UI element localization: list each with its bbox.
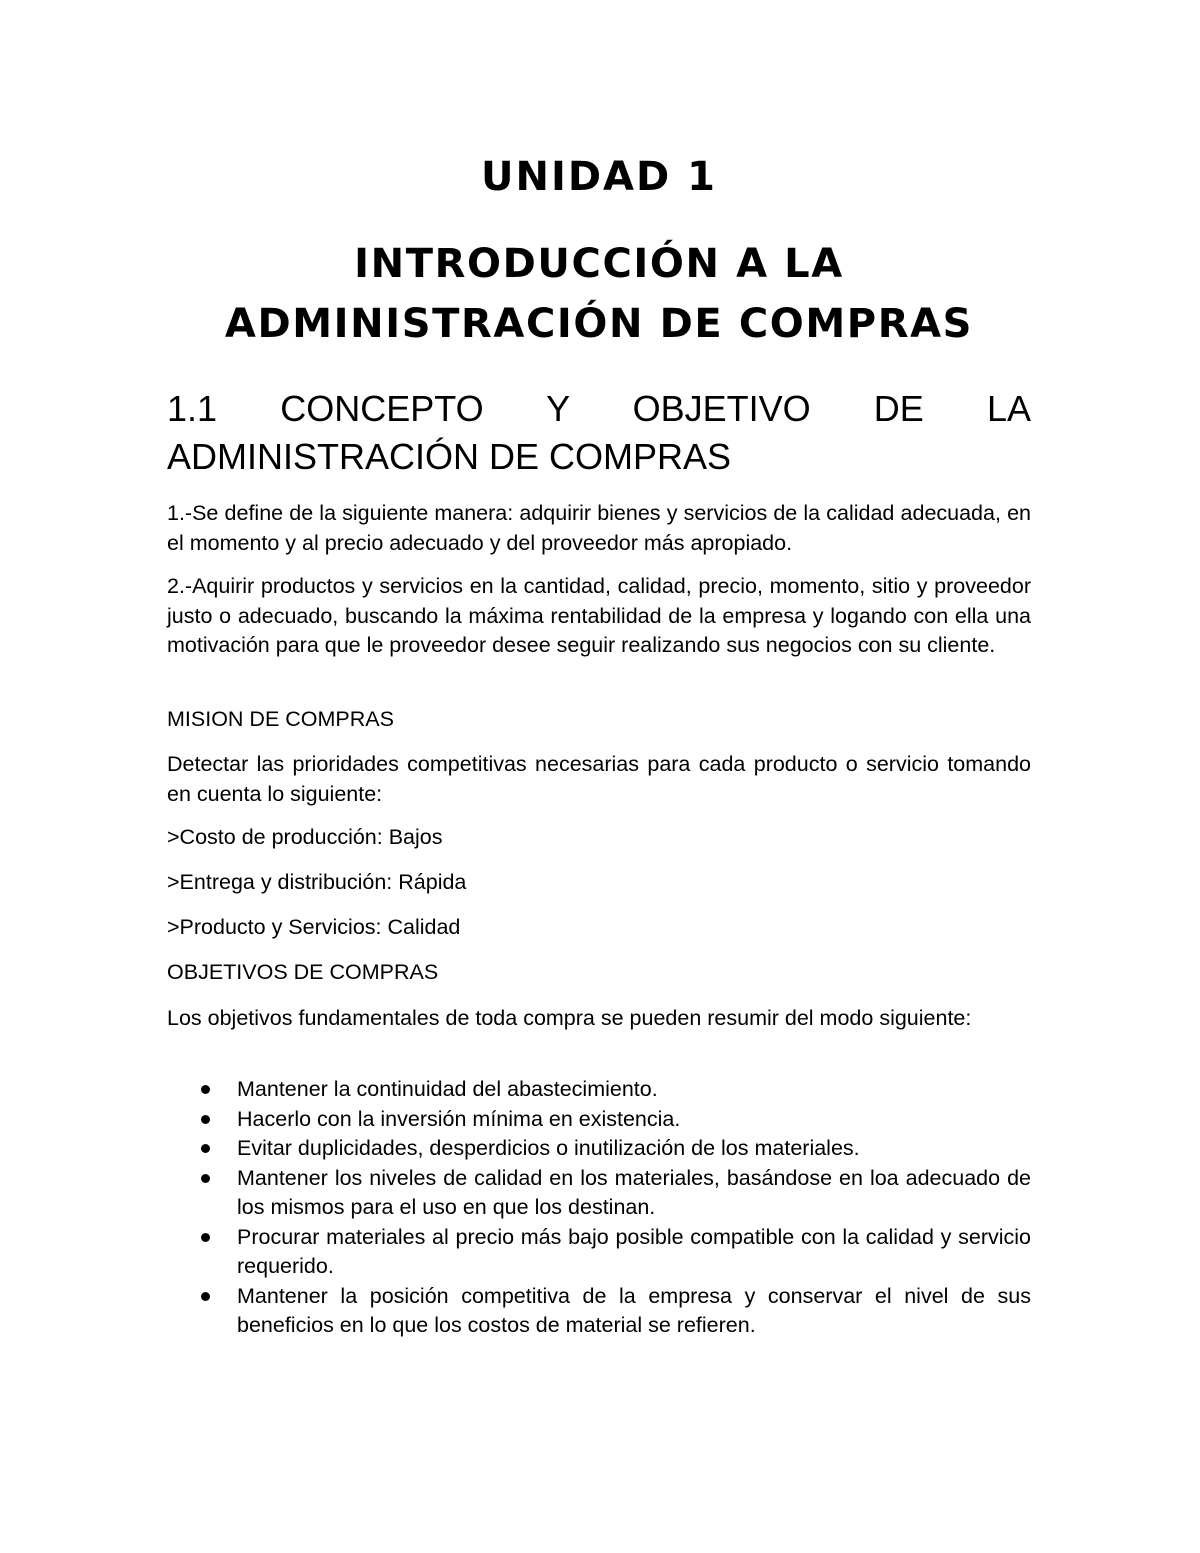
list-item <box>167 1164 1031 1223</box>
section-heading <box>167 385 1031 481</box>
list-item-text: Procurar materiales al precio más bajo posible compatible con la calidad y servicio requerido. <box>237 1224 1031 1278</box>
main-title <box>167 234 1031 354</box>
list-item <box>167 1223 1031 1282</box>
bullet-icon <box>201 1115 210 1124</box>
list-item-text: Mantener la continuidad del abastecimiento. <box>237 1077 658 1101</box>
list-item <box>167 1075 1031 1105</box>
bullet-icon <box>201 1085 210 1094</box>
unit-title: UNIDAD 1 <box>481 154 717 200</box>
definition-paragraph-2: 2.-Aquirir productos y servicios en la cantidad, calidad, precio, momento, sitio y proveedor justo o adecuado, buscando la máxima rentabilidad de la empresa y logando con ella una motivación para que le proveedor desee seguir realizando sus negocios con su cliente. <box>167 574 1031 657</box>
definition-paragraph-1: 1.-Se define de la siguiente manera: adquirir bienes y servicios de la calidad adecuada, en el momento y al precio adecuado y del proveedor más apropiado. <box>167 501 1031 555</box>
priority-product: >Producto y Servicios: Calidad <box>167 915 461 939</box>
bullet-icon <box>201 1144 210 1153</box>
bullet-icon <box>201 1233 210 1242</box>
list-item-text: Hacerlo con la inversión mínima en existencia. <box>237 1106 681 1131</box>
main-title-line2: ADMINISTRACIÓN DE COMPRAS <box>224 301 974 347</box>
objectives-list <box>167 1075 1031 1341</box>
list-item <box>167 1105 1031 1135</box>
section-heading-line1: 1.1 CONCEPTO Y OBJETIVO DE LA <box>167 388 1031 429</box>
objectives-heading: OBJETIVOS DE COMPRAS <box>167 960 439 984</box>
list-item-text: Mantener los niveles de calidad en los materiales, basándose en loa adecuado de los mismos para el uso en que los destinan. <box>237 1165 1031 1219</box>
list-item <box>167 1282 1031 1341</box>
list-item-text: Mantener la posición competitiva de la empresa y conservar el nivel de sus beneficios en lo que los costos de material se refieren. <box>237 1283 1031 1337</box>
list-item <box>167 1134 1031 1164</box>
bullet-icon <box>201 1292 210 1301</box>
priority-delivery: >Entrega y distribución: Rápida <box>167 870 467 894</box>
priority-cost: >Costo de producción: Bajos <box>167 825 443 849</box>
main-title-line1: INTRODUCCIÓN A LA <box>354 241 844 287</box>
list-item-text: Evitar duplicidades, desperdicios o inutilización de los materiales. <box>237 1136 860 1160</box>
objectives-intro: Los objetivos fundamentales de toda compra se pueden resumir del modo siguiente: <box>167 1006 972 1030</box>
mission-paragraph: Detectar las prioridades competitivas necesarias para cada producto o servicio tomando en cuenta lo siguiente: <box>167 752 1031 806</box>
bullet-icon <box>201 1174 210 1183</box>
mission-heading: MISION DE COMPRAS <box>167 707 394 731</box>
section-heading-line2: ADMINISTRACIÓN DE COMPRAS <box>167 436 732 477</box>
